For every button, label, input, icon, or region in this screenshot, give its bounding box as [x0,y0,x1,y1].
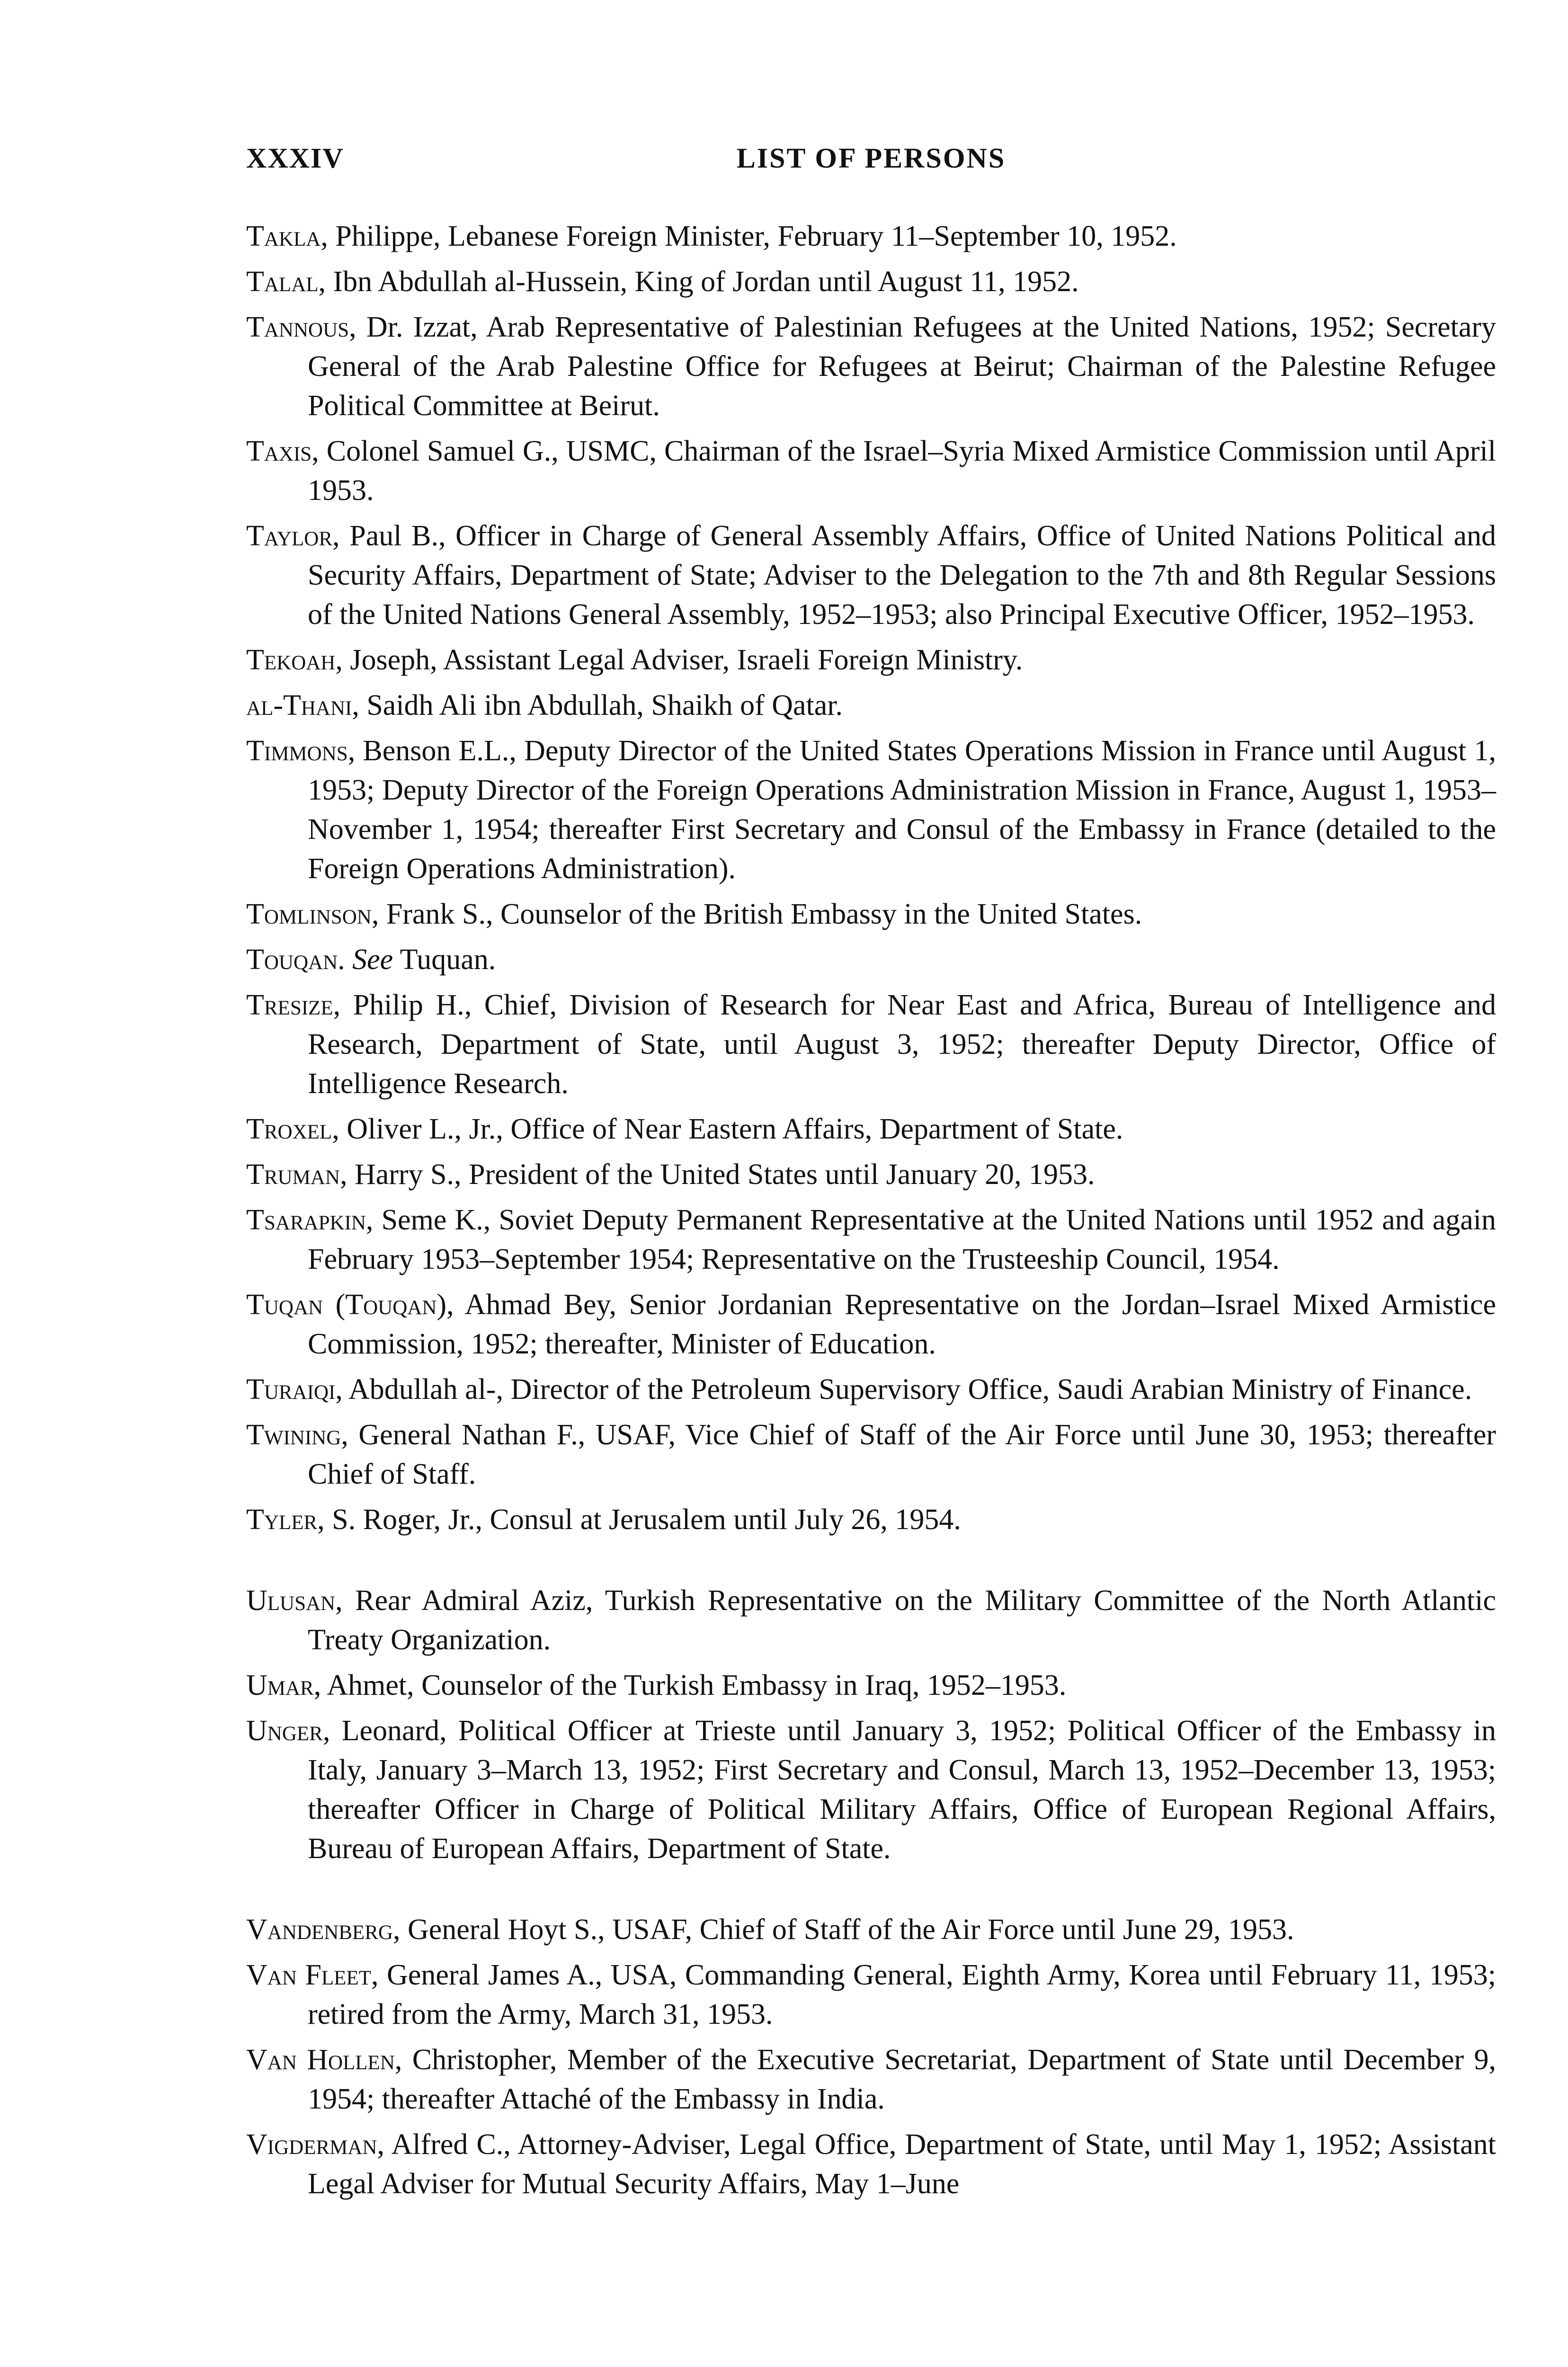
list-entry [246,1370,1496,1409]
entry-surname: Vandenberg [246,1913,393,1946]
list-entry [246,940,1496,979]
entry-text: , General James A., USA, Commanding General, Eighth Army, Korea until February 11, 1953; retired from the Army, March 31, 1953. [308,1959,1497,2030]
entry-text: , Leonard, Political Officer at Trieste until January 3, 1952; Political Officer of the Embassy in Italy, January 3–March 13, 1952; First Secretary and Consul, March 13, 1952–December 13, 1953; thereafter Officer in Charge of Political Military Affairs, Office of European Regional Affairs, Bureau of European Affairs, Department of State. [308,1715,1496,1865]
entry-text: , Oliver L., Jr., Office of Near Eastern Affairs, Department of State. [332,1113,1123,1145]
entry-surname: Taxis [246,435,312,467]
entry-surname: Turaiqi [246,1373,336,1406]
entry-text: , Ahmad Bey, Senior Jordanian Representative on the Jordan–Israel Mixed Armistice Commission, 1952; thereafter, Minister of Education. [308,1289,1496,1360]
list-entry [246,2040,1496,2119]
entry-surname: Van Fleet [246,1959,371,1991]
list-entry [246,986,1496,1103]
entry-text: , Benson E.L., Deputy Director of the United States Operations Mission in France until August 1, 1953; Deputy Director of the Foreign Operations Administration Mission in France, August 1, 1953–November 1, 1954; thereafter First Secretary and Consul of the Embassy in France (detailed to the Foreign Operations Administration). [308,735,1496,885]
list-entry [246,432,1496,510]
list-entry [246,1711,1496,1869]
entry-text: , Abdullah al-, Director of the Petroleum Supervisory Office, Saudi Arabian Ministry of Finance. [335,1373,1472,1406]
list-entry [246,1110,1496,1149]
entry-text: , Paul B., Officer in Charge of General Assembly Affairs, Office of United Nations Political and Security Affairs, Department of State; Adviser to the Delegation to the 7th and 8th Regular Sessions of the United Nations General Assembly, 1952–1953; also Principal Executive Officer, 1952–1953. [308,520,1496,631]
entry-surname: Truman [246,1158,340,1191]
entry-text: , Frank S., Counselor of the British Embassy in the United States. [371,898,1142,930]
entry-text: , Christopher, Member of the Executive Secretariat, Department of State until December 9, 1954; thereafter Attaché of the Embassy in India. [308,2044,1497,2115]
entry-text: . [338,943,353,976]
list-entry [246,262,1496,302]
entry-text-after: Tuquan. [393,943,496,976]
entry-text: , Colonel Samuel G., USMC, Chairman of the Israel–Syria Mixed Armistice Commission until April 1953. [308,435,1496,507]
list-entry [246,1500,1496,1539]
list-entry [246,1201,1496,1279]
entry-surname: Taylor [246,520,333,552]
running-title: LIST OF PERSONS [736,142,1006,174]
entries-list [246,217,1496,2210]
list-entry [246,731,1496,889]
entry-surname: Tannous [246,311,349,343]
page-header [246,142,1496,180]
entry-text: , Rear Admiral Aziz, Turkish Representative on the Military Committee of the North Atlantic Treaty Organization. [308,1584,1496,1656]
entry-surname: Tuqan (Touqan) [246,1289,447,1321]
entry-surname: Unger [246,1715,323,1747]
entry-surname: Talal [246,266,319,298]
entry-surname: Vigderman [246,2128,377,2161]
entry-text: , Alfred C., Attorney-Adviser, Legal Office, Department of State, until May 1, 1952; Assistant Legal Adviser for Mutual Security Affairs, May 1–June [308,2128,1496,2200]
list-entry [246,686,1496,725]
see-reference: See [352,943,393,976]
entry-surname: Ulusan [246,1584,336,1617]
entry-surname: Tsarapkin [246,1204,366,1236]
entry-text: , Ibn Abdullah al-Hussein, King of Jordan until August 11, 1952. [318,266,1079,298]
list-entry [246,1956,1496,2034]
list-entry [246,516,1496,634]
entry-surname: Umar [246,1669,314,1701]
entry-text: , Saidh Ali ibn Abdullah, Shaikh of Qatar. [352,689,843,721]
page-number: XXXIV [246,142,344,174]
entry-text: , Ahmet, Counselor of the Turkish Embassy in Iraq, 1952–1953. [313,1669,1067,1701]
list-entry [246,1666,1496,1705]
entry-surname: Twining [246,1419,341,1451]
list-entry [246,641,1496,680]
entry-text: , Harry S., President of the United States until January 20, 1953. [339,1158,1095,1191]
list-entry [246,1581,1496,1660]
entry-surname: Touqan [246,943,338,976]
entry-text: , S. Roger, Jr., Consul at Jerusalem until July 26, 1954. [317,1504,961,1536]
list-entry [246,1910,1496,1949]
entry-surname: Tresize [246,989,333,1021]
entry-surname: Tomlinson [246,898,372,930]
list-entry [246,308,1496,426]
list-entry [246,1155,1496,1194]
list-entry [246,2125,1496,2204]
entry-surname: Van Hollen [246,2044,395,2076]
entry-text: , Philippe, Lebanese Foreign Minister, February 11–September 10, 1952. [321,220,1177,252]
list-entry [246,895,1496,934]
list-entry [246,1285,1496,1364]
entry-surname: Tyler [246,1504,318,1536]
list-entry [246,1415,1496,1494]
entry-text: , General Nathan F., USAF, Vice Chief of Staff of the Air Force until June 30, 1953; thereafter Chief of Staff. [308,1419,1496,1490]
entry-surname: Troxel [246,1113,332,1145]
entry-surname: Tekoah [246,644,336,676]
entry-surname: al-Thani [246,689,352,721]
entry-surname: Timmons [246,735,348,767]
entry-text: , General Hoyt S., USAF, Chief of Staff of the Air Force until June 29, 1953. [392,1913,1294,1946]
list-entry [246,217,1496,256]
entry-text: , Philip H., Chief, Division of Research for Near East and Africa, Bureau of Intelligence and Research, Department of State, until August 3, 1952; thereafter Deputy Director, Office of Intelligence Research. [308,989,1496,1100]
entry-text: , Seme K., Soviet Deputy Permanent Representative at the United Nations until 1952 and again February 1953–September 1954; Representative on the Trusteeship Council, 1954. [308,1204,1496,1275]
entry-text: , Dr. Izzat, Arab Representative of Palestinian Refugees at the United Nations, 1952; Secretary General of the Arab Palestine Office for Refugees at Beirut; Chairman of the Palestine Refugee Political Committee at Beirut. [308,311,1496,422]
entry-text: , Joseph, Assistant Legal Adviser, Israeli Foreign Ministry. [335,644,1023,676]
entry-surname: Takla [246,220,321,252]
